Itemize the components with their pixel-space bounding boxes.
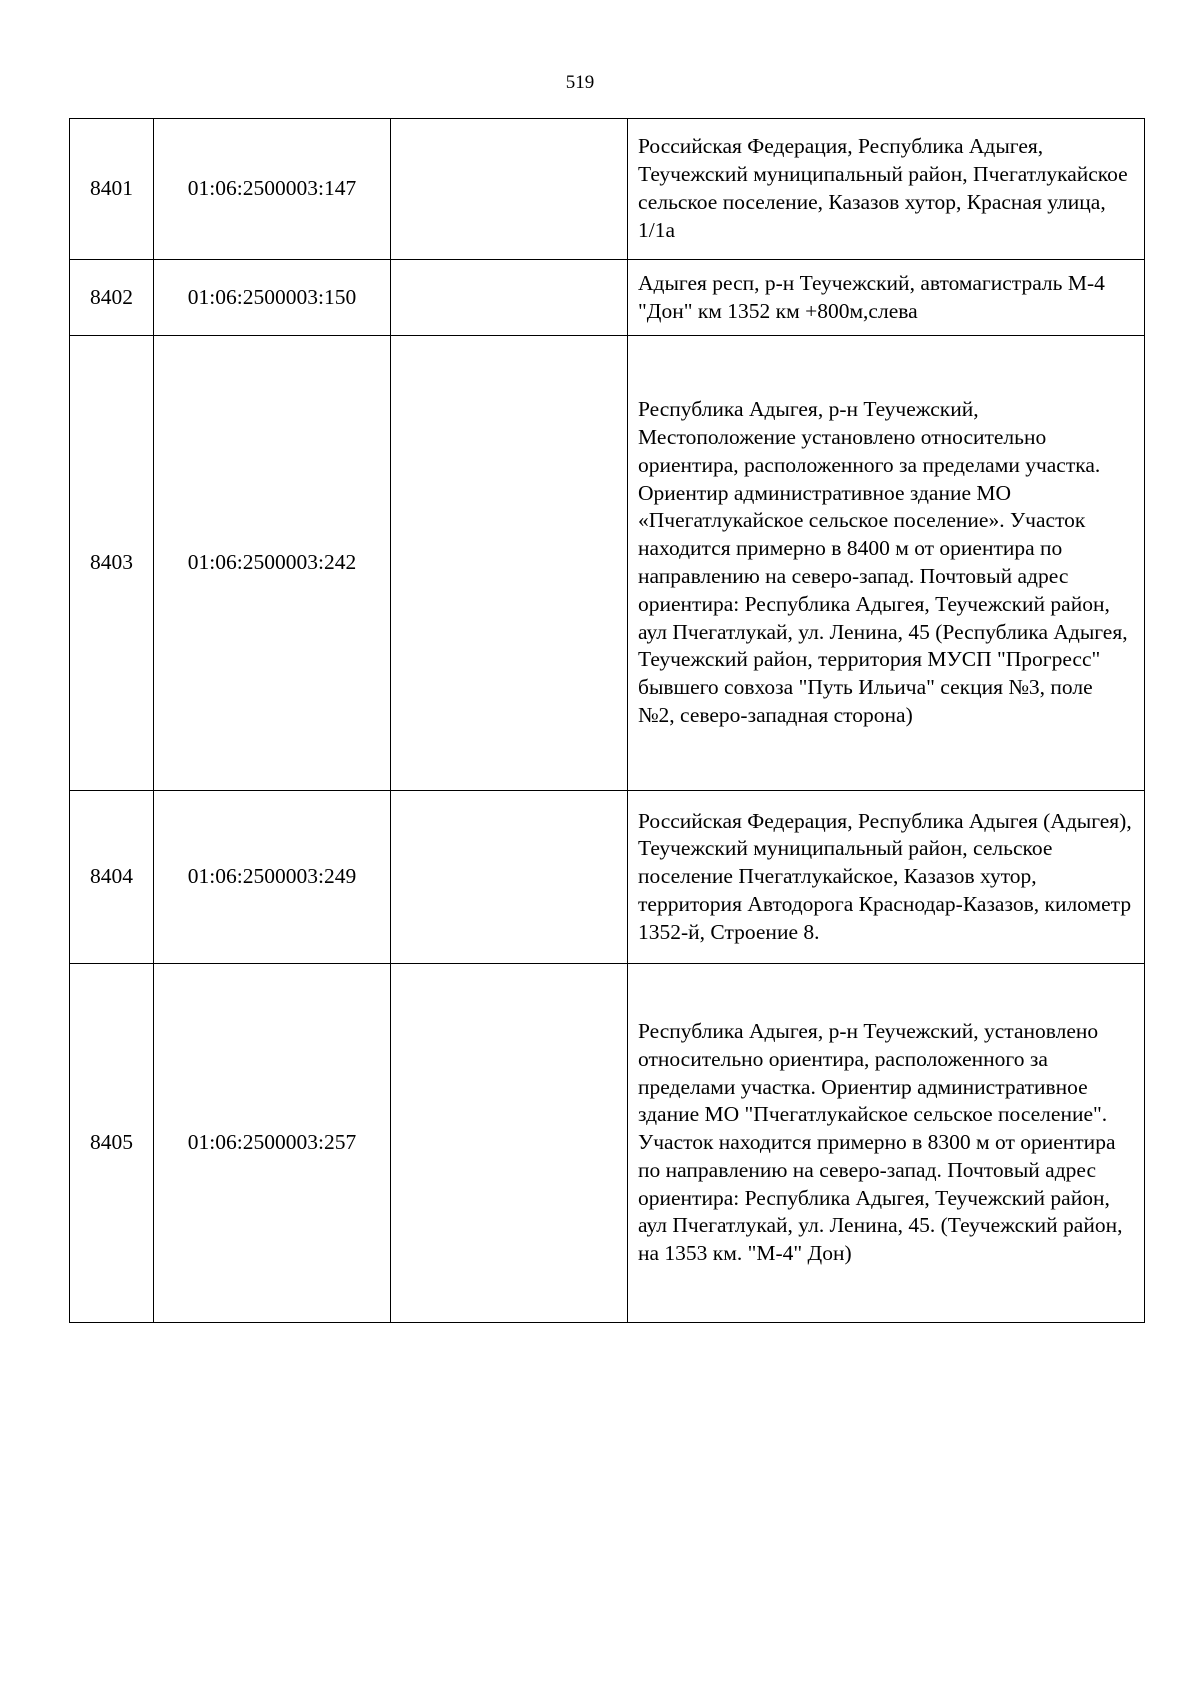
cadastral-number: 01:06:2500003:150 (154, 260, 391, 336)
address-cell: Российская Федерация, Республика Адыгея, Теучежский муниципальный район, Пчегатлукайское сельское поселение, Казазов хутор, Красная улица, 1/1а (628, 119, 1145, 260)
registry-table (69, 118, 1145, 1323)
row-number: 8405 (70, 964, 154, 1323)
row-number: 8402 (70, 260, 154, 336)
table-row (70, 336, 1145, 791)
address-cell: Российская Федерация, Республика Адыгея (Адыгея), Теучежский муниципальный район, сельское поселение Пчегатлукайское, Казазов хутор, территория Автодорога Краснодар-Казазов, километр 1352-й, Строение 8. (628, 791, 1145, 964)
address-cell: Адыгея респ, р-н Теучежский, автомагистраль М-4 "Дон" км 1352 км +800м,слева (628, 260, 1145, 336)
cadastral-number: 01:06:2500003:147 (154, 119, 391, 260)
empty-cell (391, 119, 628, 260)
cadastral-number: 01:06:2500003:242 (154, 336, 391, 791)
table-row (70, 791, 1145, 964)
address-cell: Республика Адыгея, р-н Теучежский, установлено относительно ориентира, расположенного за пределами участка. Ориентир административное здание МО "Пчегатлукайское сельское поселение". Участок находится примерно в 8300 м от ориентира по направлению на северо-запад. Почтовый адрес ориентира: Республика Адыгея, Теучежский район, аул Пчегатлукай, ул. Ленина, 45. (Теучежский район, на 1353 км. "М-4" Дон) (628, 964, 1145, 1323)
row-number: 8401 (70, 119, 154, 260)
empty-cell (391, 336, 628, 791)
empty-cell (391, 260, 628, 336)
table-row (70, 119, 1145, 260)
row-number: 8404 (70, 791, 154, 964)
table-row (70, 964, 1145, 1323)
page-number: 519 (565, 72, 595, 93)
empty-cell (391, 964, 628, 1323)
row-number: 8403 (70, 336, 154, 791)
table-row (70, 260, 1145, 336)
cadastral-number: 01:06:2500003:257 (154, 964, 391, 1323)
empty-cell (391, 791, 628, 964)
cadastral-number: 01:06:2500003:249 (154, 791, 391, 964)
address-cell: Республика Адыгея, р-н Теучежский, Местоположение установлено относительно ориентира, расположенного за пределами участка. Ориентир административное здание МО «Пчегатлукайское сельское поселение». Участок находится примерно в 8400 м от ориентира по направлению на северо-запад. Почтовый адрес ориентира: Республика Адыгея, Теучежский район, аул Пчегатлукай, ул. Ленина, 45 (Республика Адыгея, Теучежский район, территория МУСП "Прогресс" бывшего совхоза "Путь Ильича" секция №3, поле №2, северо-западная сторона) (628, 336, 1145, 791)
